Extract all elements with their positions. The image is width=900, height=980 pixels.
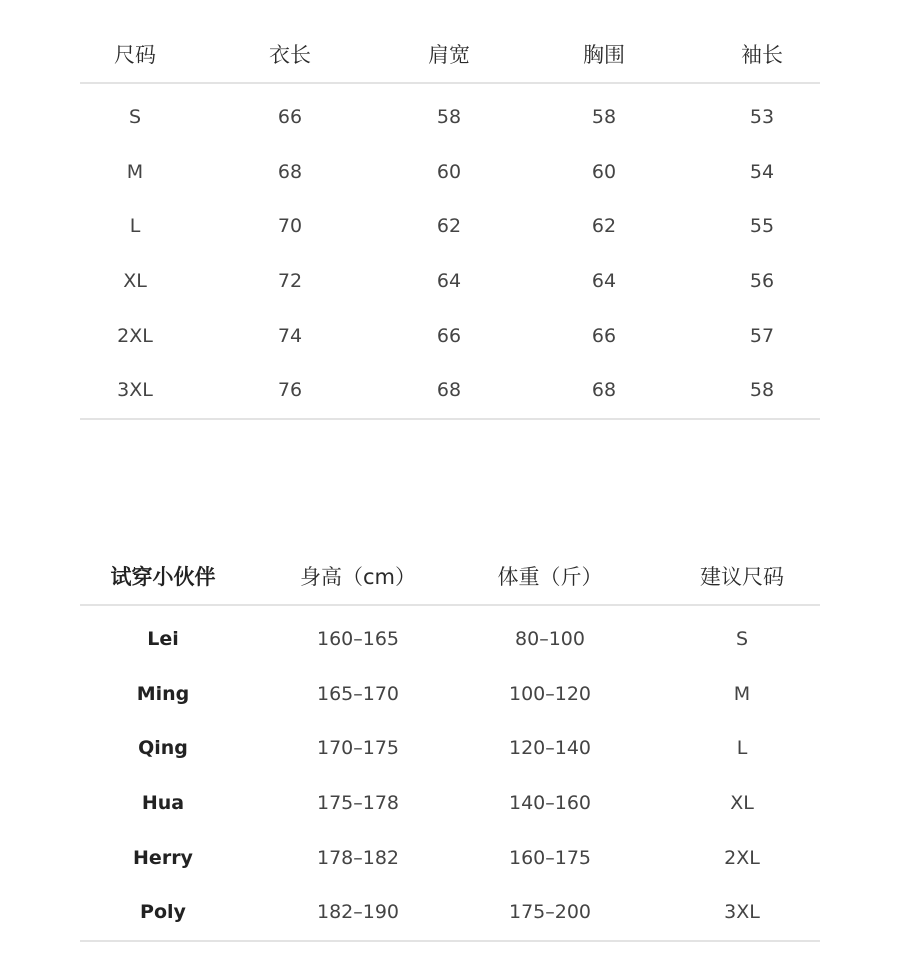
model-name-cell: Herry — [133, 846, 193, 869]
height-cell: 170–175 — [316, 737, 400, 760]
sleeve-cell: 56 — [749, 270, 775, 293]
chest-cell: 58 — [591, 106, 617, 129]
weight-cell: 160–175 — [508, 846, 592, 869]
length-cell: 66 — [277, 106, 303, 129]
header-size: 尺码 — [114, 43, 156, 67]
weight-cell: 175–200 — [508, 901, 592, 924]
length-cell: 74 — [277, 324, 303, 347]
height-cell: 160–165 — [316, 628, 400, 651]
shoulder-cell: 64 — [436, 270, 462, 293]
chest-cell: 62 — [591, 215, 617, 238]
header-height: 身高（cm） — [299, 565, 416, 589]
shoulder-cell: 60 — [436, 160, 462, 183]
size-cell: M — [126, 160, 144, 183]
recommended-size-cell: 3XL — [724, 901, 760, 924]
height-cell: 175–178 — [316, 792, 400, 815]
model-name-cell: Poly — [140, 901, 186, 924]
fit-reference-body — [80, 606, 820, 940]
chest-cell: 64 — [591, 270, 617, 293]
size-chart-bottom-divider — [80, 418, 820, 420]
shoulder-cell: 58 — [436, 106, 462, 129]
header-recommended-size: 建议尺码 — [700, 565, 784, 589]
sleeve-cell: 58 — [749, 379, 775, 402]
recommended-size-cell: XL — [730, 792, 754, 815]
recommended-size-cell: S — [735, 628, 749, 651]
header-length: 衣长 — [269, 43, 311, 67]
shoulder-cell: 66 — [436, 324, 462, 347]
header-weight: 体重（斤） — [497, 565, 603, 589]
model-name-cell: Qing — [138, 737, 188, 760]
model-name-cell: Ming — [136, 682, 190, 705]
model-name-cell: Lei — [147, 628, 179, 651]
weight-cell: 100–120 — [508, 682, 592, 705]
table-row — [80, 254, 820, 309]
table-row — [80, 145, 820, 200]
fit-reference-table — [80, 548, 820, 942]
chest-cell: 68 — [591, 379, 617, 402]
size-cell: S — [128, 106, 142, 129]
table-row — [80, 721, 820, 776]
table-row — [80, 885, 820, 940]
fit-reference-bottom-divider — [80, 940, 820, 942]
height-cell: 178–182 — [316, 846, 400, 869]
height-cell: 182–190 — [316, 901, 400, 924]
size-cell: L — [129, 215, 141, 238]
weight-cell: 140–160 — [508, 792, 592, 815]
table-row — [80, 830, 820, 885]
sleeve-cell: 53 — [749, 106, 775, 129]
header-shoulder: 肩宽 — [428, 43, 470, 67]
table-row — [80, 363, 820, 418]
sleeve-cell: 55 — [749, 215, 775, 238]
weight-cell: 80–100 — [515, 628, 585, 651]
sleeve-cell: 54 — [749, 160, 775, 183]
shoulder-cell: 62 — [436, 215, 462, 238]
table-row — [80, 308, 820, 363]
size-cell: XL — [123, 270, 147, 293]
size-cell: 2XL — [117, 324, 153, 347]
size-chart-table — [80, 26, 820, 420]
table-row — [80, 612, 820, 667]
header-model: 试穿小伙伴 — [110, 565, 216, 589]
fit-reference-header-row — [80, 548, 820, 606]
chest-cell: 60 — [591, 160, 617, 183]
table-row — [80, 199, 820, 254]
height-cell: 165–170 — [316, 682, 400, 705]
table-row — [80, 667, 820, 722]
weight-cell: 120–140 — [508, 737, 592, 760]
table-row — [80, 776, 820, 831]
size-cell: 3XL — [117, 379, 153, 402]
recommended-size-cell: M — [733, 682, 751, 705]
recommended-size-cell: L — [736, 737, 748, 760]
length-cell: 76 — [277, 379, 303, 402]
recommended-size-cell: 2XL — [724, 846, 760, 869]
length-cell: 70 — [277, 215, 303, 238]
sleeve-cell: 57 — [749, 324, 775, 347]
size-chart-header-row — [80, 26, 820, 84]
model-name-cell: Hua — [141, 792, 185, 815]
length-cell: 72 — [277, 270, 303, 293]
size-chart-body — [80, 84, 820, 418]
header-chest: 胸围 — [583, 43, 625, 67]
table-row — [80, 90, 820, 145]
chest-cell: 66 — [591, 324, 617, 347]
shoulder-cell: 68 — [436, 379, 462, 402]
header-sleeve: 袖长 — [741, 43, 783, 67]
length-cell: 68 — [277, 160, 303, 183]
